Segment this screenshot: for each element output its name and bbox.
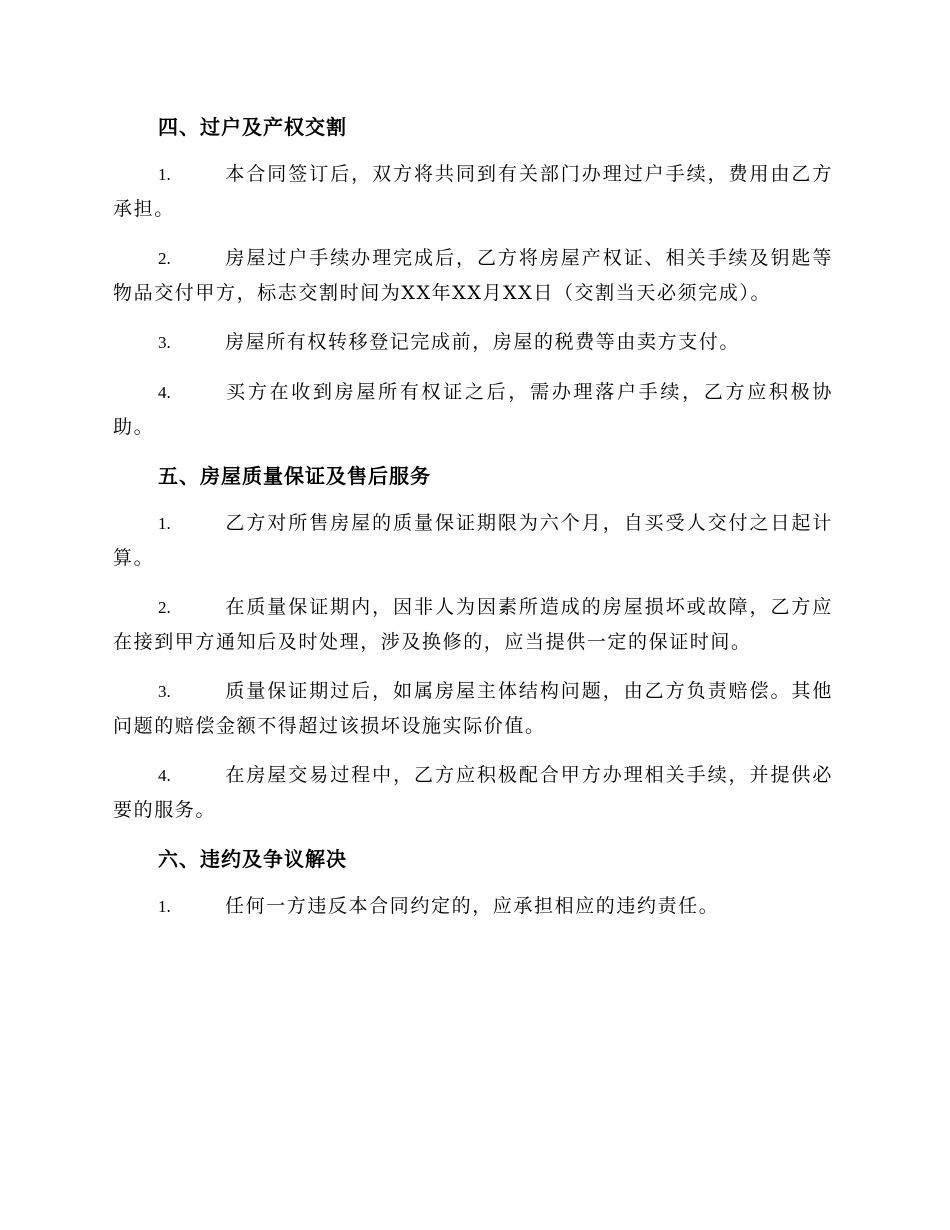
clause-text: 任何一方违反本合同约定的，应承担相应的违约责任。 [225, 895, 720, 917]
clause [113, 157, 833, 226]
clause-text: 质量保证期过后，如属房屋主体结构问题，由乙方负责赔偿。其他问题的赔偿金额不得超过该损坏设施实际价值。 [113, 680, 833, 737]
document-body [113, 110, 833, 939]
clause [113, 506, 833, 575]
clause [113, 889, 833, 924]
clause [113, 674, 833, 743]
clause-number: 1. [158, 165, 171, 184]
clause-text: 房屋过户手续办理完成后，乙方将房屋产权证、相关手续及钥匙等物品交付甲方，标志交割时间为XX年XX月XX日（交割当天必须完成）。 [113, 247, 833, 304]
clause-number: 2. [158, 249, 171, 268]
clause-number: 3. [158, 333, 171, 352]
clause [113, 241, 833, 310]
clause-text: 乙方对所售房屋的质量保证期限为六个月，自买受人交付之日起计算。 [113, 512, 833, 569]
clause-number: 4. [158, 383, 171, 402]
section-heading: 四、过户及产权交割 [158, 115, 347, 139]
clause-text: 买方在收到房屋所有权证之后，需办理落户手续，乙方应积极协助。 [113, 381, 833, 438]
clause-number: 1. [158, 897, 171, 916]
clause-text: 房屋所有权转移登记完成前，房屋的税费等由卖方支付。 [225, 331, 741, 353]
clause-text: 本合同签订后，双方将共同到有关部门办理过户手续，费用由乙方承担。 [113, 163, 833, 220]
clause [113, 325, 833, 360]
section-heading: 五、房屋质量保证及售后服务 [158, 464, 431, 488]
clause-text: 在房屋交易过程中，乙方应积极配合甲方办理相关手续，并提供必要的服务。 [113, 764, 833, 821]
clause-number: 4. [158, 766, 171, 785]
clause-number: 3. [158, 682, 171, 701]
clause [113, 590, 833, 659]
section-heading: 六、违约及争议解决 [158, 847, 347, 871]
clause-text: 在质量保证期内，因非人为因素所造成的房屋损坏或故障，乙方应在接到甲方通知后及时处理，涉及换修的，应当提供一定的保证时间。 [113, 596, 833, 653]
clause [113, 758, 833, 827]
clause-number: 1. [158, 514, 171, 533]
clause-number: 2. [158, 598, 171, 617]
clause [113, 375, 833, 444]
